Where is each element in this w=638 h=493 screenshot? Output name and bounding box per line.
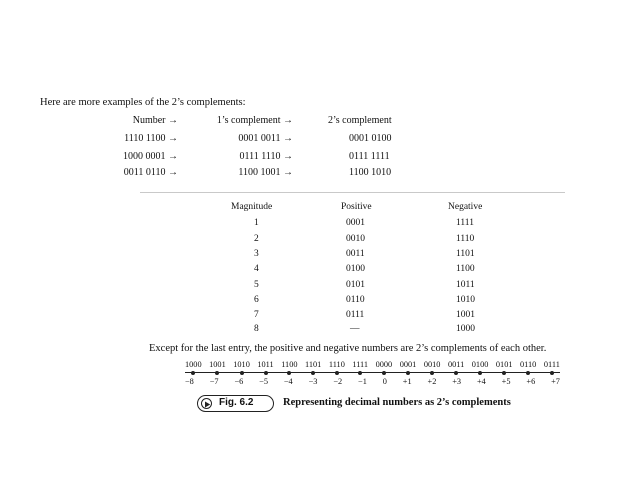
decimal-label: +4 [476, 377, 486, 386]
row-ones-complement: 0111 1110 → [239, 151, 293, 162]
number-line-point [240, 371, 244, 375]
header-number: Number → [132, 115, 178, 126]
binary-label: 1110 [328, 360, 345, 369]
number-line-point [502, 371, 506, 375]
positive-value: 0110 [346, 295, 365, 305]
decimal-label: −4 [283, 377, 293, 386]
decimal-label: −6 [234, 377, 244, 386]
positive-value: 0001 [346, 218, 365, 228]
magnitude-value: 6 [254, 295, 259, 305]
header-magnitude: Magnitude [231, 202, 273, 212]
negative-value: 1100 [456, 264, 475, 274]
decimal-label: +2 [427, 377, 437, 386]
binary-label: 0100 [471, 360, 489, 369]
row-number: 1110 1100 → [124, 133, 178, 144]
intro-text: Here are more examples of the 2’s complements: [40, 97, 246, 108]
binary-label: 1011 [257, 360, 274, 369]
negative-value: 1000 [456, 324, 475, 334]
positive-value: 0100 [346, 264, 365, 274]
negative-value: 1010 [456, 295, 475, 305]
magnitude-value: 4 [254, 264, 259, 274]
negative-value: 1011 [456, 280, 475, 290]
play-icon [201, 398, 212, 409]
number-line-point [382, 371, 386, 375]
magnitude-value: 8 [254, 324, 259, 334]
number-line-point [311, 371, 315, 375]
binary-label: 1100 [281, 360, 298, 369]
decimal-label: +5 [501, 377, 511, 386]
binary-label: 1101 [305, 360, 322, 369]
binary-label: 0000 [375, 360, 393, 369]
number-line-point [287, 371, 291, 375]
decimal-label: −1 [358, 377, 367, 386]
row-twos-complement: 0111 1111 [349, 151, 390, 162]
binary-label: 0010 [423, 360, 441, 369]
negative-value: 1101 [456, 249, 475, 259]
decimal-label: 0 [382, 377, 387, 386]
decimal-label: +6 [526, 377, 536, 386]
magnitude-value: 2 [254, 234, 259, 244]
binary-label: 0111 [543, 360, 560, 369]
number-line-decimal-labels [185, 377, 560, 386]
number-line-point [454, 371, 458, 375]
negative-value: 1001 [456, 310, 475, 320]
binary-label: 0101 [495, 360, 513, 369]
figure-label: Fig. 6.2 [219, 397, 254, 408]
number-line-point [191, 371, 195, 375]
number-line-point [550, 371, 554, 375]
binary-label: 1001 [209, 360, 226, 369]
number-line-point [526, 371, 530, 375]
positive-value: 0011 [346, 249, 365, 259]
magnitude-value: 1 [254, 218, 259, 228]
decimal-label: −8 [185, 377, 194, 386]
decimal-label: +7 [551, 377, 560, 386]
negative-value: 1111 [456, 218, 474, 228]
positive-value: 0010 [346, 234, 365, 244]
decimal-label: −3 [308, 377, 318, 386]
negative-value: 1110 [456, 234, 475, 244]
decimal-label: −5 [259, 377, 268, 386]
row-twos-complement: 1100 1010 [349, 167, 392, 178]
decimal-label: +1 [402, 377, 412, 386]
binary-label: 0001 [399, 360, 417, 369]
note-text: Except for the last entry, the positive and negative numbers are 2’s complements of each other. [149, 343, 547, 354]
number-line-point [335, 371, 339, 375]
number-line-point [478, 371, 482, 375]
magnitude-value: 3 [254, 249, 259, 259]
magnitude-value: 7 [254, 310, 259, 320]
number-line-point [264, 371, 268, 375]
header-twos-complement: 2’s complement [328, 115, 392, 126]
number-line-point [406, 371, 410, 375]
binary-label: 1010 [233, 360, 250, 369]
decimal-label: −7 [209, 377, 219, 386]
magnitude-value: 5 [254, 280, 259, 290]
figure-label-badge [197, 395, 274, 412]
binary-label: 0011 [447, 360, 465, 369]
positive-value: 0101 [346, 280, 365, 290]
row-number: 0011 0110 → [123, 167, 178, 178]
number-line [185, 360, 560, 392]
positive-value: — [350, 324, 360, 334]
header-negative: Negative [448, 202, 483, 212]
figure-caption: Representing decimal numbers as 2’s complements [283, 397, 511, 408]
binary-label: 1000 [185, 360, 202, 369]
number-line-point [430, 371, 434, 375]
row-ones-complement: 1100 1001 → [238, 167, 293, 178]
header-ones-complement: 1’s complement → [216, 115, 293, 126]
binary-label: 1111 [352, 360, 369, 369]
row-ones-complement: 0001 0011 → [238, 133, 293, 144]
decimal-label: −2 [333, 377, 343, 386]
decimal-label: +3 [452, 377, 462, 386]
section-divider [140, 192, 565, 193]
row-number: 1000 0001 → [123, 151, 178, 162]
number-line-point [358, 371, 362, 375]
binary-label: 0110 [520, 360, 537, 369]
number-line-binary-labels [185, 360, 560, 369]
positive-value: 0111 [346, 310, 365, 320]
row-twos-complement: 0001 0100 [349, 133, 392, 144]
header-positive: Positive [341, 202, 372, 212]
